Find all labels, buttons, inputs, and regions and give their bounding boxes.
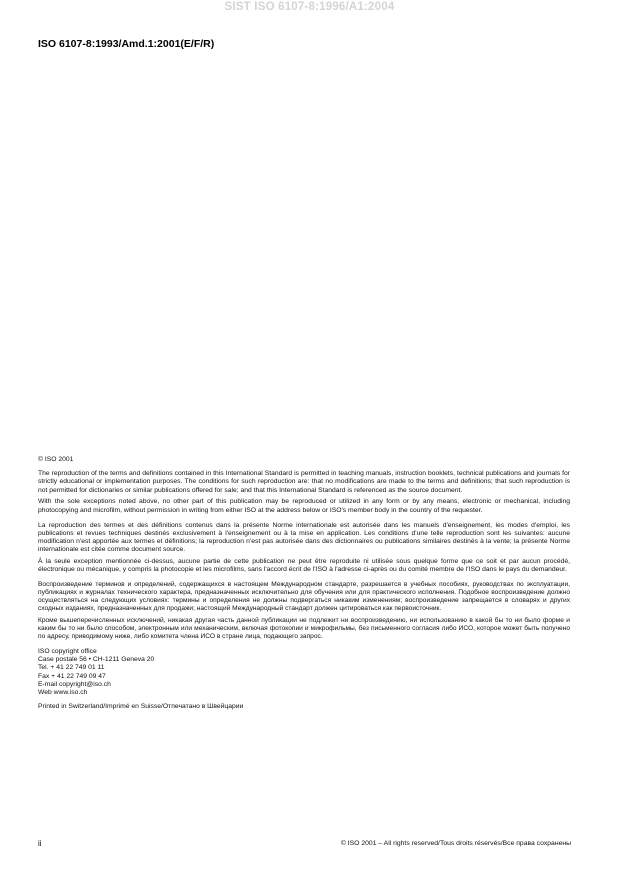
address-tel: Tel. + 41 22 749 01 11 <box>38 664 105 672</box>
watermark: SIST ISO 6107-8:1996/A1:2004 <box>224 1 395 13</box>
document-title: ISO 6107-8:1993/Amd.1:2001(E/F/R) <box>38 38 215 50</box>
address-fax: Fax + 41 22 749 09 47 <box>38 672 106 680</box>
copyright-line: © ISO 2001 <box>38 456 74 463</box>
paragraph-en-1: The reproduction of the terms and definitions contained in this International Standard is permitted in teaching manuals, instruction booklets, technical publications and journals for strictly educational or implementation purposes. The conditions for such reproduction are: that no modifications are made to the terms and definitions; that such reproduction is not permitted for dictionaries or similar publications offered for sale; and that this International Standard is referenced as the source document. <box>38 470 570 494</box>
address-web: Web www.iso.ch <box>38 688 88 696</box>
paragraph-fr-1: La reproduction des termes et des définitions contenus dans la présente Norme internationale est autorisée dans les manuels d'enseignement, les modes d'emploi, les publications et revues techniques destinés exclusivement à l'enseignement ou à la mise en application. Les conditions d'une telle reproduction sont les suivantes: aucune modification n'est apportée aux termes et définitions; la reproduction n'est pas autorisée dans des dictionnaires ou publications similaires destinés à la vente; la présente Norme internationale est citée comme document source. <box>38 521 570 554</box>
paragraph-ru-2: Кроме вышеперечисленных исключений, никакая другая часть данной публикации не подлежит ни воспроизведению, ни использованию в какой бы то ни было форме и каким бы то ни было способом, электронным или механическим, включая фотокопии и микрофильмы, без письменного согласия либо ИСО, которое может быть получено по адресу, приводимому ниже, либо комитета члена ИСО в стране лица, подающего запрос. <box>38 616 570 640</box>
paragraph-en-2: With the sole exceptions noted above, no other part of this publication may be reproduced or utilized in any form or by any means, electronic or mechanical, including photocopying and microfilm, without permission in writing from either ISO at the address below or ISO's member body in the country of the requester. <box>38 498 570 514</box>
address-postal: Case postale 56 • CH-1211 Geneva 20 <box>38 656 155 664</box>
printed-in: Printed in Switzerland/Imprimé en Suisse/Отпечатано в Швейцарии <box>38 703 244 711</box>
address-office: ISO copyright office <box>38 647 97 655</box>
paragraph-fr-2: À la seule exception mentionnée ci-dessus, aucune partie de cette publication ne peut être reproduite ni utilisée sous quelque forme que ce soit et par aucun procédé, électronique ou mécanique, y compris la photocopie et les microfilms, sans l'accord écrit de l'ISO à l'adresse ci-après ou du comité membre de l'ISO dans le pays du demandeur. <box>38 558 570 574</box>
copyright-notice <box>38 456 570 711</box>
paragraph-ru-1: Воспроизведение терминов и определений, содержащихся в настоящем Международном стандарте, разрешается в учебных пособиях, руководствах по эксплуатации, публикациях и журналах технического характера, предназначенных исключительно для обучения или для практического исполнения. Подобное воспроизведение должно осуществляться на следующих условиях: термины и определения не должны подвергаться никаким изменениям; воспроизведение запрещается в словарях и других сходных изданиях, предназначенных для продажи; настоящий Международный стандарт должен цитироваться как первоисточник. <box>38 581 570 613</box>
address-email: E-mail copyright@iso.ch <box>38 680 111 688</box>
footer-copyright: © ISO 2001 – All rights reserved/Tous droits réservés/Все права сохранены <box>340 840 571 847</box>
page-number: ii <box>38 839 42 848</box>
address-block <box>38 648 570 697</box>
